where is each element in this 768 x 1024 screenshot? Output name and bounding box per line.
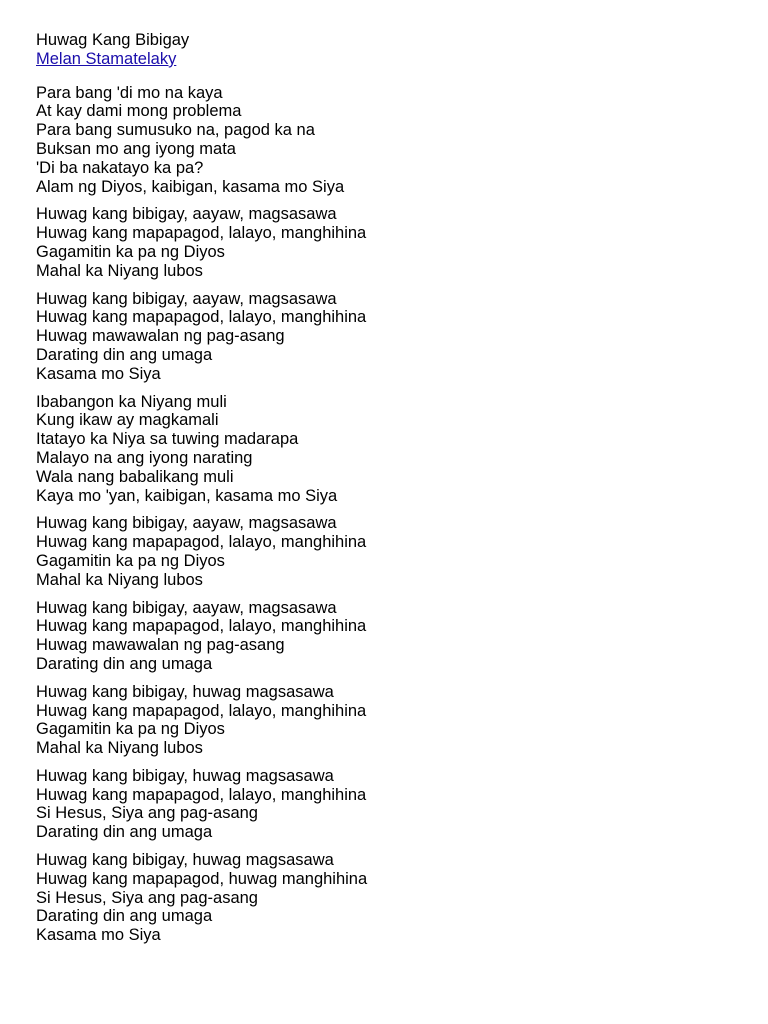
lyrics-line: Para bang 'di mo na kaya	[36, 83, 223, 102]
lyrics-line: Huwag kang bibigay, huwag magsasawa	[36, 682, 334, 701]
lyrics-line: Malayo na ang iyong narating	[36, 448, 253, 467]
lyrics-stanza	[36, 767, 736, 842]
lyrics-line: Huwag kang mapapagod, huwag manghihina	[36, 869, 368, 888]
lyrics-stanza	[36, 683, 736, 758]
lyrics-line: Huwag kang mapapagod, lalayo, manghihina	[36, 785, 367, 804]
lyrics-line: Wala nang babalikang muli	[36, 467, 234, 486]
lyrics-body	[36, 84, 736, 945]
lyrics-line: Mahal ka Niyang lubos	[36, 261, 203, 280]
lyrics-line: Darating din ang umaga	[36, 654, 213, 673]
lyrics-line: At kay dami mong problema	[36, 102, 242, 121]
lyrics-line: Si Hesus, Siya ang pag-asang	[36, 888, 258, 907]
lyrics-stanza	[36, 599, 736, 674]
lyrics-stanza	[36, 84, 736, 197]
lyrics-line: Darating din ang umaga	[36, 823, 213, 842]
lyrics-line: Si Hesus, Siya ang pag-asang	[36, 804, 258, 823]
lyrics-stanza	[36, 514, 736, 589]
lyrics-line: Kaya mo 'yan, kaibigan, kasama mo Siya	[36, 486, 338, 505]
lyrics-stanza	[36, 851, 736, 945]
lyrics-line: Huwag kang mapapagod, lalayo, manghihina	[36, 701, 367, 720]
lyrics-line: Kasama mo Siya	[36, 926, 161, 945]
lyrics-line: Gagamitin ka pa ng Diyos	[36, 720, 225, 739]
lyrics-line: Mahal ka Niyang lubos	[36, 739, 203, 758]
lyrics-line: Alam ng Diyos, kaibigan, kasama mo Siya	[36, 177, 345, 196]
lyrics-line: Itatayo ka Niya sa tuwing madarapa	[36, 430, 299, 449]
lyrics-line: Huwag kang bibigay, aayaw, magsasawa	[36, 205, 337, 224]
lyrics-line: Huwag kang mapapagod, lalayo, manghihina	[36, 617, 367, 636]
lyrics-stanza	[36, 290, 736, 384]
artist-link[interactable]: Melan Stamatelaky	[36, 49, 177, 68]
song-title: Huwag Kang Bibigay	[36, 31, 190, 49]
lyrics-line: Kasama mo Siya	[36, 364, 161, 383]
lyrics-line: Huwag kang mapapagod, lalayo, manghihina	[36, 308, 367, 327]
lyrics-line: Para bang sumusuko na, pagod ka na	[36, 121, 315, 140]
lyrics-line: Huwag kang mapapagod, lalayo, manghihina	[36, 533, 367, 552]
lyrics-line: 'Di ba nakatayo ka pa?	[36, 158, 204, 177]
lyrics-line: Huwag mawawalan ng pag-asang	[36, 636, 285, 655]
lyrics-line: Huwag kang bibigay, aayaw, magsasawa	[36, 289, 337, 308]
lyrics-page	[36, 31, 736, 954]
lyrics-stanza	[36, 393, 736, 506]
lyrics-line: Buksan mo ang iyong mata	[36, 139, 236, 158]
lyrics-line: Huwag kang bibigay, aayaw, magsasawa	[36, 598, 337, 617]
lyrics-line: Gagamitin ka pa ng Diyos	[36, 551, 225, 570]
lyrics-line: Huwag kang mapapagod, lalayo, manghihina	[36, 224, 367, 243]
lyrics-line: Huwag kang bibigay, huwag magsasawa	[36, 851, 334, 870]
lyrics-line: Huwag mawawalan ng pag-asang	[36, 327, 285, 346]
lyrics-line: Kung ikaw ay magkamali	[36, 411, 219, 430]
lyrics-line: Mahal ka Niyang lubos	[36, 570, 203, 589]
lyrics-line: Huwag kang bibigay, aayaw, magsasawa	[36, 514, 337, 533]
lyrics-line: Darating din ang umaga	[36, 907, 213, 926]
lyrics-line: Huwag kang bibigay, huwag magsasawa	[36, 766, 334, 785]
lyrics-line: Ibabangon ka Niyang muli	[36, 392, 227, 411]
lyrics-stanza	[36, 205, 736, 280]
lyrics-line: Darating din ang umaga	[36, 345, 213, 364]
lyrics-line: Gagamitin ka pa ng Diyos	[36, 242, 225, 261]
